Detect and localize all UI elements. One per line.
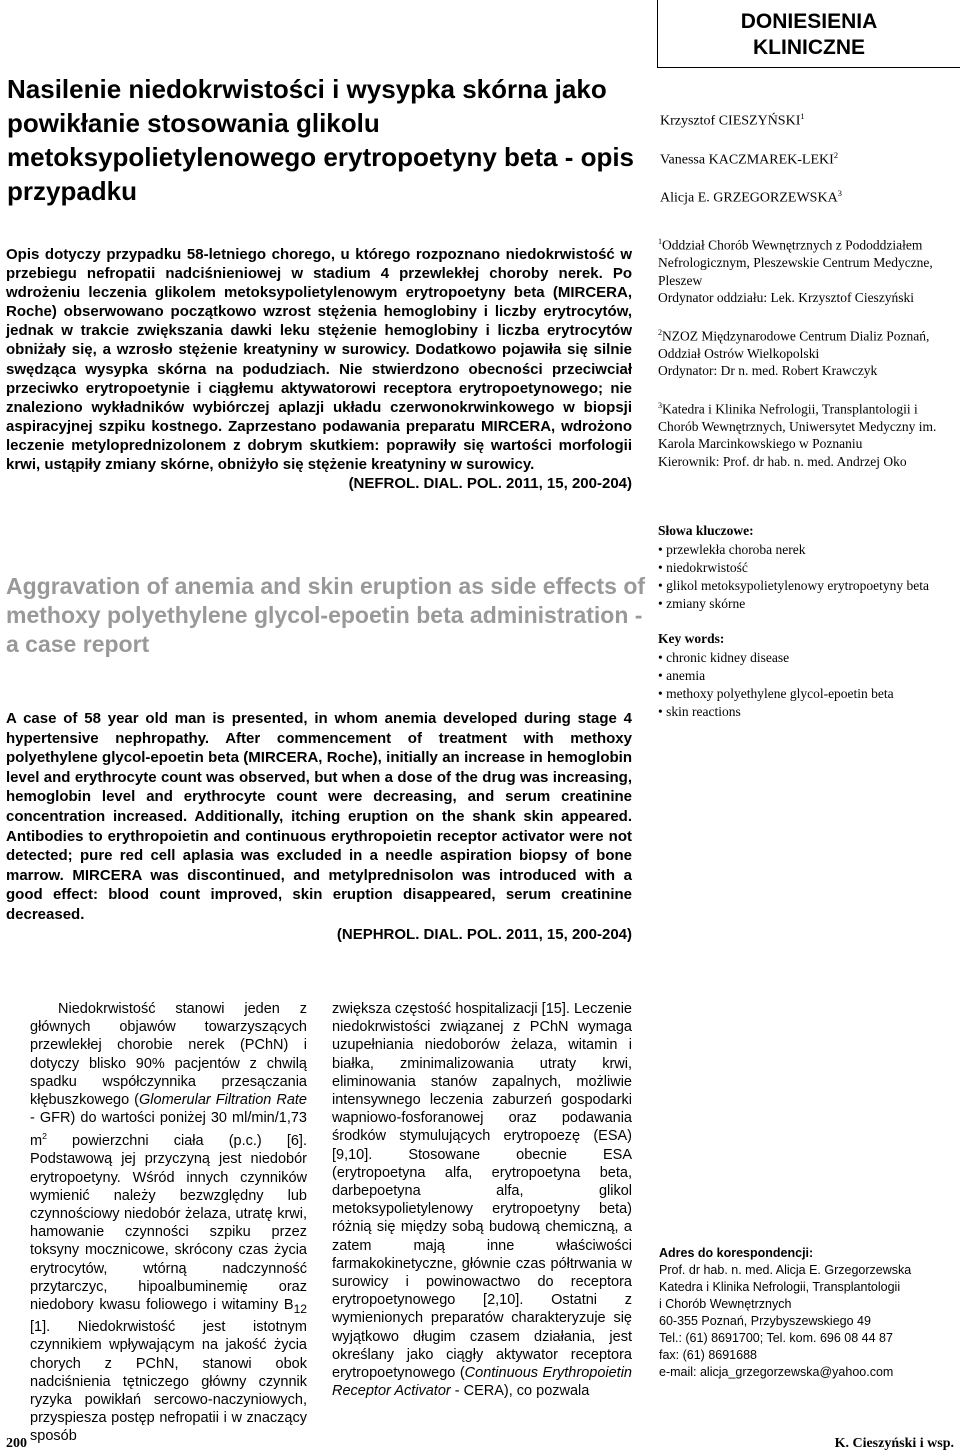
author (660, 106, 955, 132)
affiliation-mark: 1 (658, 237, 663, 246)
correspondence-line: Katedra i Klinika Nefrologii, Transplantologii (659, 1280, 901, 1294)
section-label-line1: DONIESIENIA (740, 10, 878, 33)
correspondence-line: Prof. dr hab. n. med. Alicja E. Grzegorzewska (659, 1263, 912, 1277)
correspondence-heading: Adres do korespondencji: (659, 1246, 814, 1260)
author-affiliation-mark: 1 (800, 112, 805, 121)
author-name: Vanessa KACZMAREK-LEKI (660, 152, 834, 168)
author (660, 145, 955, 171)
body-text: zwiększa częstość hospitalizacji [15]. Leczenie niedokrwistości związanej z PChN wymaga uzupełniania niedoborów żelaza, witamin i białka, zminimalizowania utraty krwi, eliminowania stanów zapalnych, możliwie intensywnego leczenia zaburzeń gospodarki wapniowo-fosforanowej oraz podawania środków stymulujących erytropoezę (ESA) [9,10]. Stosowane obecnie ESA (erytropoetyna alfa, erytropoetyna beta, darbepoetyna alfa, glikol metoksypolietylenowy erytropoetyny beta) różnią się między sobą budową chemiczną, a zatem mają inne właściwości farmakokinetyczne, głównie czas półtrwania w surowicy i powinowactwo do receptora erytropoetynowego [2,10]. Ostatni z wymienionych preparatów charakteryzuje się wyjątkowo długim czasem działania, jest określany jako ciągły aktywator receptora erytropoetynowego ( (332, 1001, 632, 1382)
affiliation (658, 397, 960, 471)
section-label-line2: KLINICZNE (753, 36, 865, 59)
keyword-en: • anemia (658, 667, 960, 685)
abstract-en (6, 709, 632, 944)
section-label (657, 0, 960, 68)
citation-pl: (NEFROL. DIAL. POL. 2011, 15, 200-204) (348, 475, 632, 493)
article-title-pl: Nasilenie niedokrwistości i wysypka skórna jako powikłanie stosowania glikolu metoksypolietylenowego erytropoetyny beta - opis przypadku (7, 74, 635, 206)
abstract-pl (6, 245, 632, 493)
keyword-en: • methoxy polyethylene glycol-epoetin beta (658, 685, 960, 703)
body-paragraph (30, 1000, 307, 1446)
keyword-pl: • przewlekła choroba nerek (658, 541, 960, 559)
affiliation (658, 324, 960, 380)
affiliation-list (658, 233, 960, 487)
affiliation-head: Ordynator: Dr n. med. Robert Krawczyk (658, 363, 878, 378)
affiliation (658, 233, 960, 307)
affiliation-text: NZOZ Międzynarodowe Centrum Dializ Poznań, Oddział Ostrów Wielkopolski (658, 328, 930, 361)
correspondence-line: fax: (61) 8691688 (659, 1348, 757, 1362)
body-text: [1]. Niedokrwistość jest istotnym czynnikiem wpływającym na jakość życia chorych z PChN, stanowi obok nadciśnienia tętniczego główny czynnik ryzyka powikłań sercowo-naczyniowych, przyspiesza postęp nefropatii i w znaczący sposób (30, 1319, 307, 1445)
body-text: - GFR) do wartości poniżej 30 ml/min/1,73 m (30, 1110, 307, 1150)
author (660, 183, 955, 209)
body-column-right (332, 1000, 632, 1400)
author-name: Krzysztof CIESZYŃSKI (660, 113, 801, 129)
affiliation-text: Oddział Chorób Wewnętrznych z Pododdziałem Nefrologicznym, Pleszewskie Centrum Medyczne, Pleszew (658, 237, 933, 288)
body-text: powierzchni ciała (p.c.) [6]. Podstawową jej przyczyną jest niedobór erytropoetyny. Wśród innych czynników wymienić należy bezwzględny lub czynnościowy niedobór żelaza, utratę krwi, hamowanie czynności szpiku przez toksyny mocznicowe, skrócony czas życia erytrocytów, wtórną nadczynność przytarczyc, hipoalbuminemię oraz niedobory kwasu foliowego i witaminy B (30, 1133, 307, 1314)
citation-en: (NEPHROL. DIAL. POL. 2011, 15, 200-204) (336, 925, 632, 943)
affiliation-mark: 2 (658, 327, 663, 337)
abstract-en-text: A case of 58 year old man is presented, in whom anemia developed during stage 4 hypertensive nephropathy. After commencement of treatment with methoxy polyethylene glycol-epoetin beta (MIRCERA, Roche), initially an increase in hemoglobin level and erythrocyte count was observed, but when a dose of the drug was increasing, hemoglobin level and erythrocyte count were decreasing, and serum creatinine concentration increased. Additionally, itching eruption on the shank skin appeared. Antibodies to erythropoietin and continuous erythropoietin receptor activator were not detected; pure red cell aplasia was excluded in a needle aspiration biopsy of bone marrow. MIRCERA was discontinued, and metylprednisolon was introduced with a good effect: blood count improved, skin eruption disappeared, serum creatinine decreased. (6, 710, 632, 923)
body-text-italic: Glomerular Filtration Rate (139, 1092, 307, 1109)
author-name: Alicja E. GRZEGORZEWSKA (660, 190, 838, 206)
correspondence-line: Tel.: (61) 8691700; Tel. kom. 696 08 44 87 (659, 1331, 893, 1345)
body-text: Niedokrwistość stanowi jeden z głównych objawów towarzyszących przewlekłej chorobie nerek (PChN) i dotyczy blisko 90% pacjentów z chwilą spadku współczynnika przesączania kłębuszkowego ( (30, 1001, 307, 1109)
body-subscript: 12 (293, 1301, 307, 1316)
page-number: 200 (6, 1436, 27, 1451)
keywords-pl (658, 522, 960, 613)
body-paragraph (332, 1000, 632, 1400)
correspondence-email[interactable]: e-mail: alicja_grzegorzewska@yahoo.com (659, 1365, 894, 1379)
running-head: K. Cieszyński i wsp. (834, 1436, 954, 1451)
keywords-en-heading: Key words: (658, 631, 725, 646)
author-affiliation-mark: 3 (837, 189, 842, 199)
abstract-pl-text: Opis dotyczy przypadku 58-letniego chorego, u którego rozpoznano niedokrwistość w przebiegu nefropatii nadciśnieniowej w stadium 4 przewlekłej choroby nerek. Po wdrożeniu leczenia glikolem metoksypolietylenowym erytropoetyny beta (MIRCERA, Roche) obserwowano początkowo wzrost stężenia hemoglobiny i liczby erytrocytów, jednak w trakcie zwiększania dawki leku stężenie hemoglobiny i liczba erytrocytów obniżały się, a wzrosło stężenie kreatyniny w surowicy. Dodatkowo pojawiła się silnie swędząca wysypka skórna na podudziach. Nie stwierdzono obecności przeciwciał przeciwko erytropoetynie i ciągłemu aktywatorowi receptora erytropoetynowego; nie znaleziono wykładników wybiórczej aplazji układu czerwonokrwinkowego w biopsji aspiracyjnej szpiku kostnego. Zaprzestano podawania preparatu MIRCERA, wdrożono leczenie metyloprednizolonem z dobrym skutkiem: poprawiły się wartości morfologii krwi, ustąpiły zmiany skórne, obniżyło się stężenie kreatyniny w surowicy. (6, 246, 632, 474)
article-title-en: Aggravation of anemia and skin eruption as side effects of methoxy polyethylene glycol-epoetin beta administration - a case report (6, 573, 646, 657)
author-list (660, 106, 955, 222)
keyword-en: • skin reactions (658, 703, 960, 721)
affiliation-head: Ordynator oddziału: Lek. Krzysztof Cieszyński (658, 290, 915, 305)
body-column-left (30, 1000, 307, 1446)
correspondence-address (659, 1245, 959, 1381)
affiliation-mark: 3 (658, 400, 663, 410)
author-affiliation-mark: 2 (833, 150, 838, 160)
correspondence-line: 60-355 Poznań, Przybyszewskiego 49 (659, 1314, 871, 1328)
keywords-en (658, 630, 960, 721)
correspondence-line: i Chorób Wewnętrznych (659, 1297, 792, 1311)
keyword-pl: • glikol metoksypolietylenowy erytropoetyny beta (658, 577, 960, 595)
keyword-pl: • zmiany skórne (658, 595, 960, 613)
affiliation-text: Katedra i Klinika Nefrologii, Transplantologii i Chorób Wewnętrznych, Uniwersytet Medyczny im. Karola Marcinkowskiego w Poznaniu (658, 401, 937, 451)
affiliation-head: Kierownik: Prof. dr hab. n. med. Andrzej Oko (658, 453, 907, 469)
body-text-italic: Continuous Erythropoietin Receptor Activator (332, 1365, 632, 1400)
body-superscript: 2 (42, 1131, 47, 1142)
keyword-en: • chronic kidney disease (658, 649, 960, 667)
keyword-pl: • niedokrwistość (658, 559, 960, 577)
body-text: - CERA), co pozwala (450, 1383, 590, 1400)
keywords-pl-heading: Słowa kluczowe: (658, 523, 754, 538)
